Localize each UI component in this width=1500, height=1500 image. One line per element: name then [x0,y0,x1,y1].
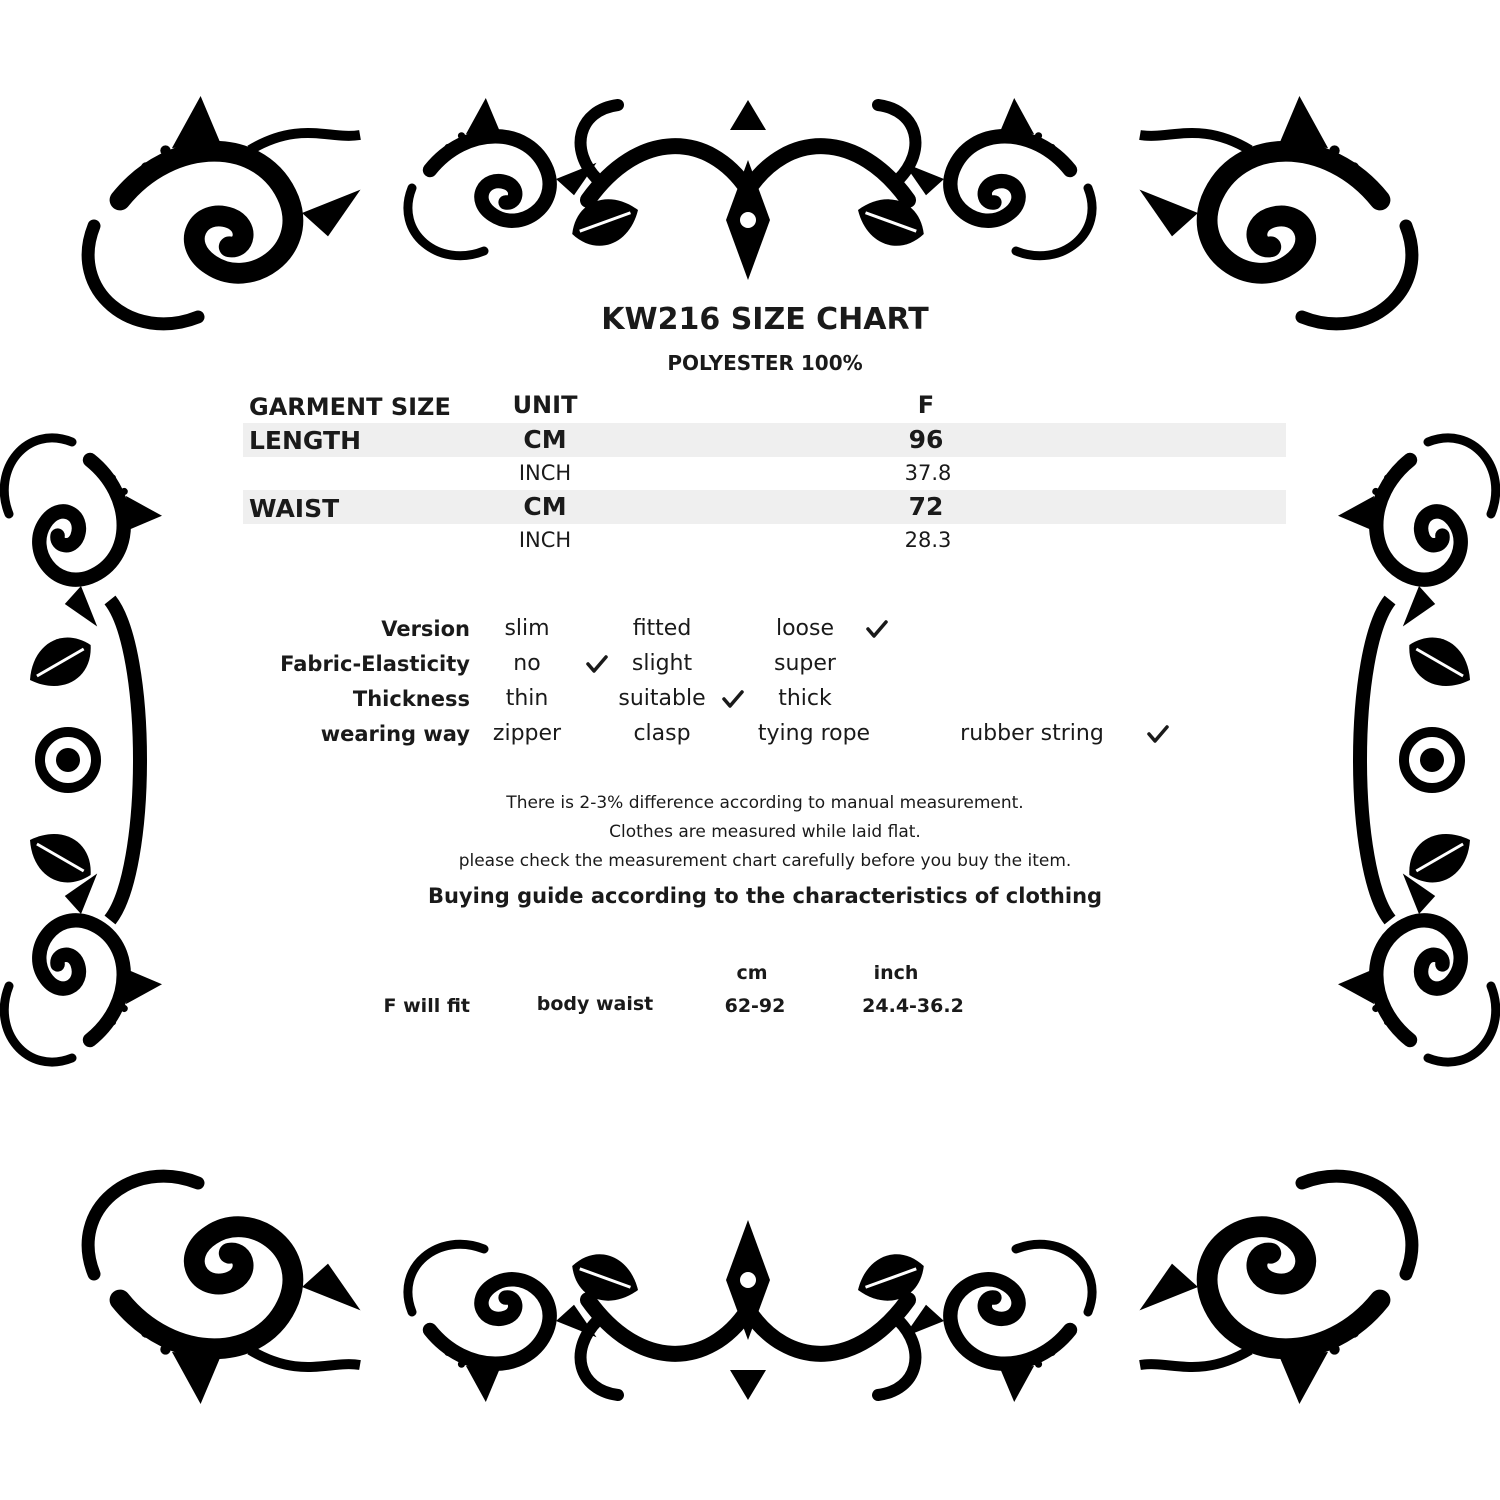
guide-row-label: F will fit [383,995,470,1017]
option: suitable [618,686,706,711]
check-icon [1147,724,1169,744]
feature-label-elasticity: Fabric-Elasticity [280,652,470,676]
row-unit: INCH [518,528,572,552]
material-label: POLYESTER 100% [667,351,863,375]
feature-label-wearing-way: wearing way [320,722,470,746]
check-icon [866,619,888,639]
row-label-length: LENGTH [249,426,361,455]
row-label-waist: WAIST [249,494,340,523]
option: clasp [633,721,691,746]
option: rubber string [960,721,1104,746]
page-title: KW216 SIZE CHART [601,302,929,337]
row-value: 96 [908,425,944,454]
row-unit: INCH [518,461,572,485]
option: tying rope [757,721,871,746]
row-band [243,423,1286,457]
buying-guide-title: Buying guide according to the characteristics of clothing [427,884,1103,908]
row-value: 72 [908,492,944,521]
option: zipper [492,721,562,746]
check-icon [586,654,608,674]
guide-col-inch: inch [873,962,919,984]
option: thin [505,686,549,711]
guide-measure: body waist [536,993,654,1015]
row-value: 28.3 [904,528,952,552]
check-icon [722,689,744,709]
row-band [243,490,1286,524]
row-value: 37.8 [904,461,952,485]
option: super [774,651,836,676]
feature-label-thickness: Thickness [352,687,470,711]
option: no [513,651,541,676]
note-line: please check the measurement chart carefully before you buy the item. [458,851,1072,871]
note-line: Clothes are measured while laid flat. [609,822,921,842]
guide-cm-range: 62-92 [724,995,786,1017]
option: slim [504,616,550,641]
row-unit: CM [523,425,567,454]
row-unit: CM [523,492,567,521]
option: loose [775,616,835,641]
guide-inch-range: 24.4-36.2 [862,995,964,1017]
feature-label-version: Version [381,617,470,641]
option: slight [631,651,693,676]
guide-col-cm: cm [736,962,768,984]
header-size-f: F [917,391,935,419]
header-unit: UNIT [512,391,578,419]
note-line: There is 2-3% difference according to manual measurement. [506,793,1024,813]
header-garment-size: GARMENT SIZE [249,393,451,421]
option: fitted [632,616,692,641]
option: thick [778,686,832,711]
